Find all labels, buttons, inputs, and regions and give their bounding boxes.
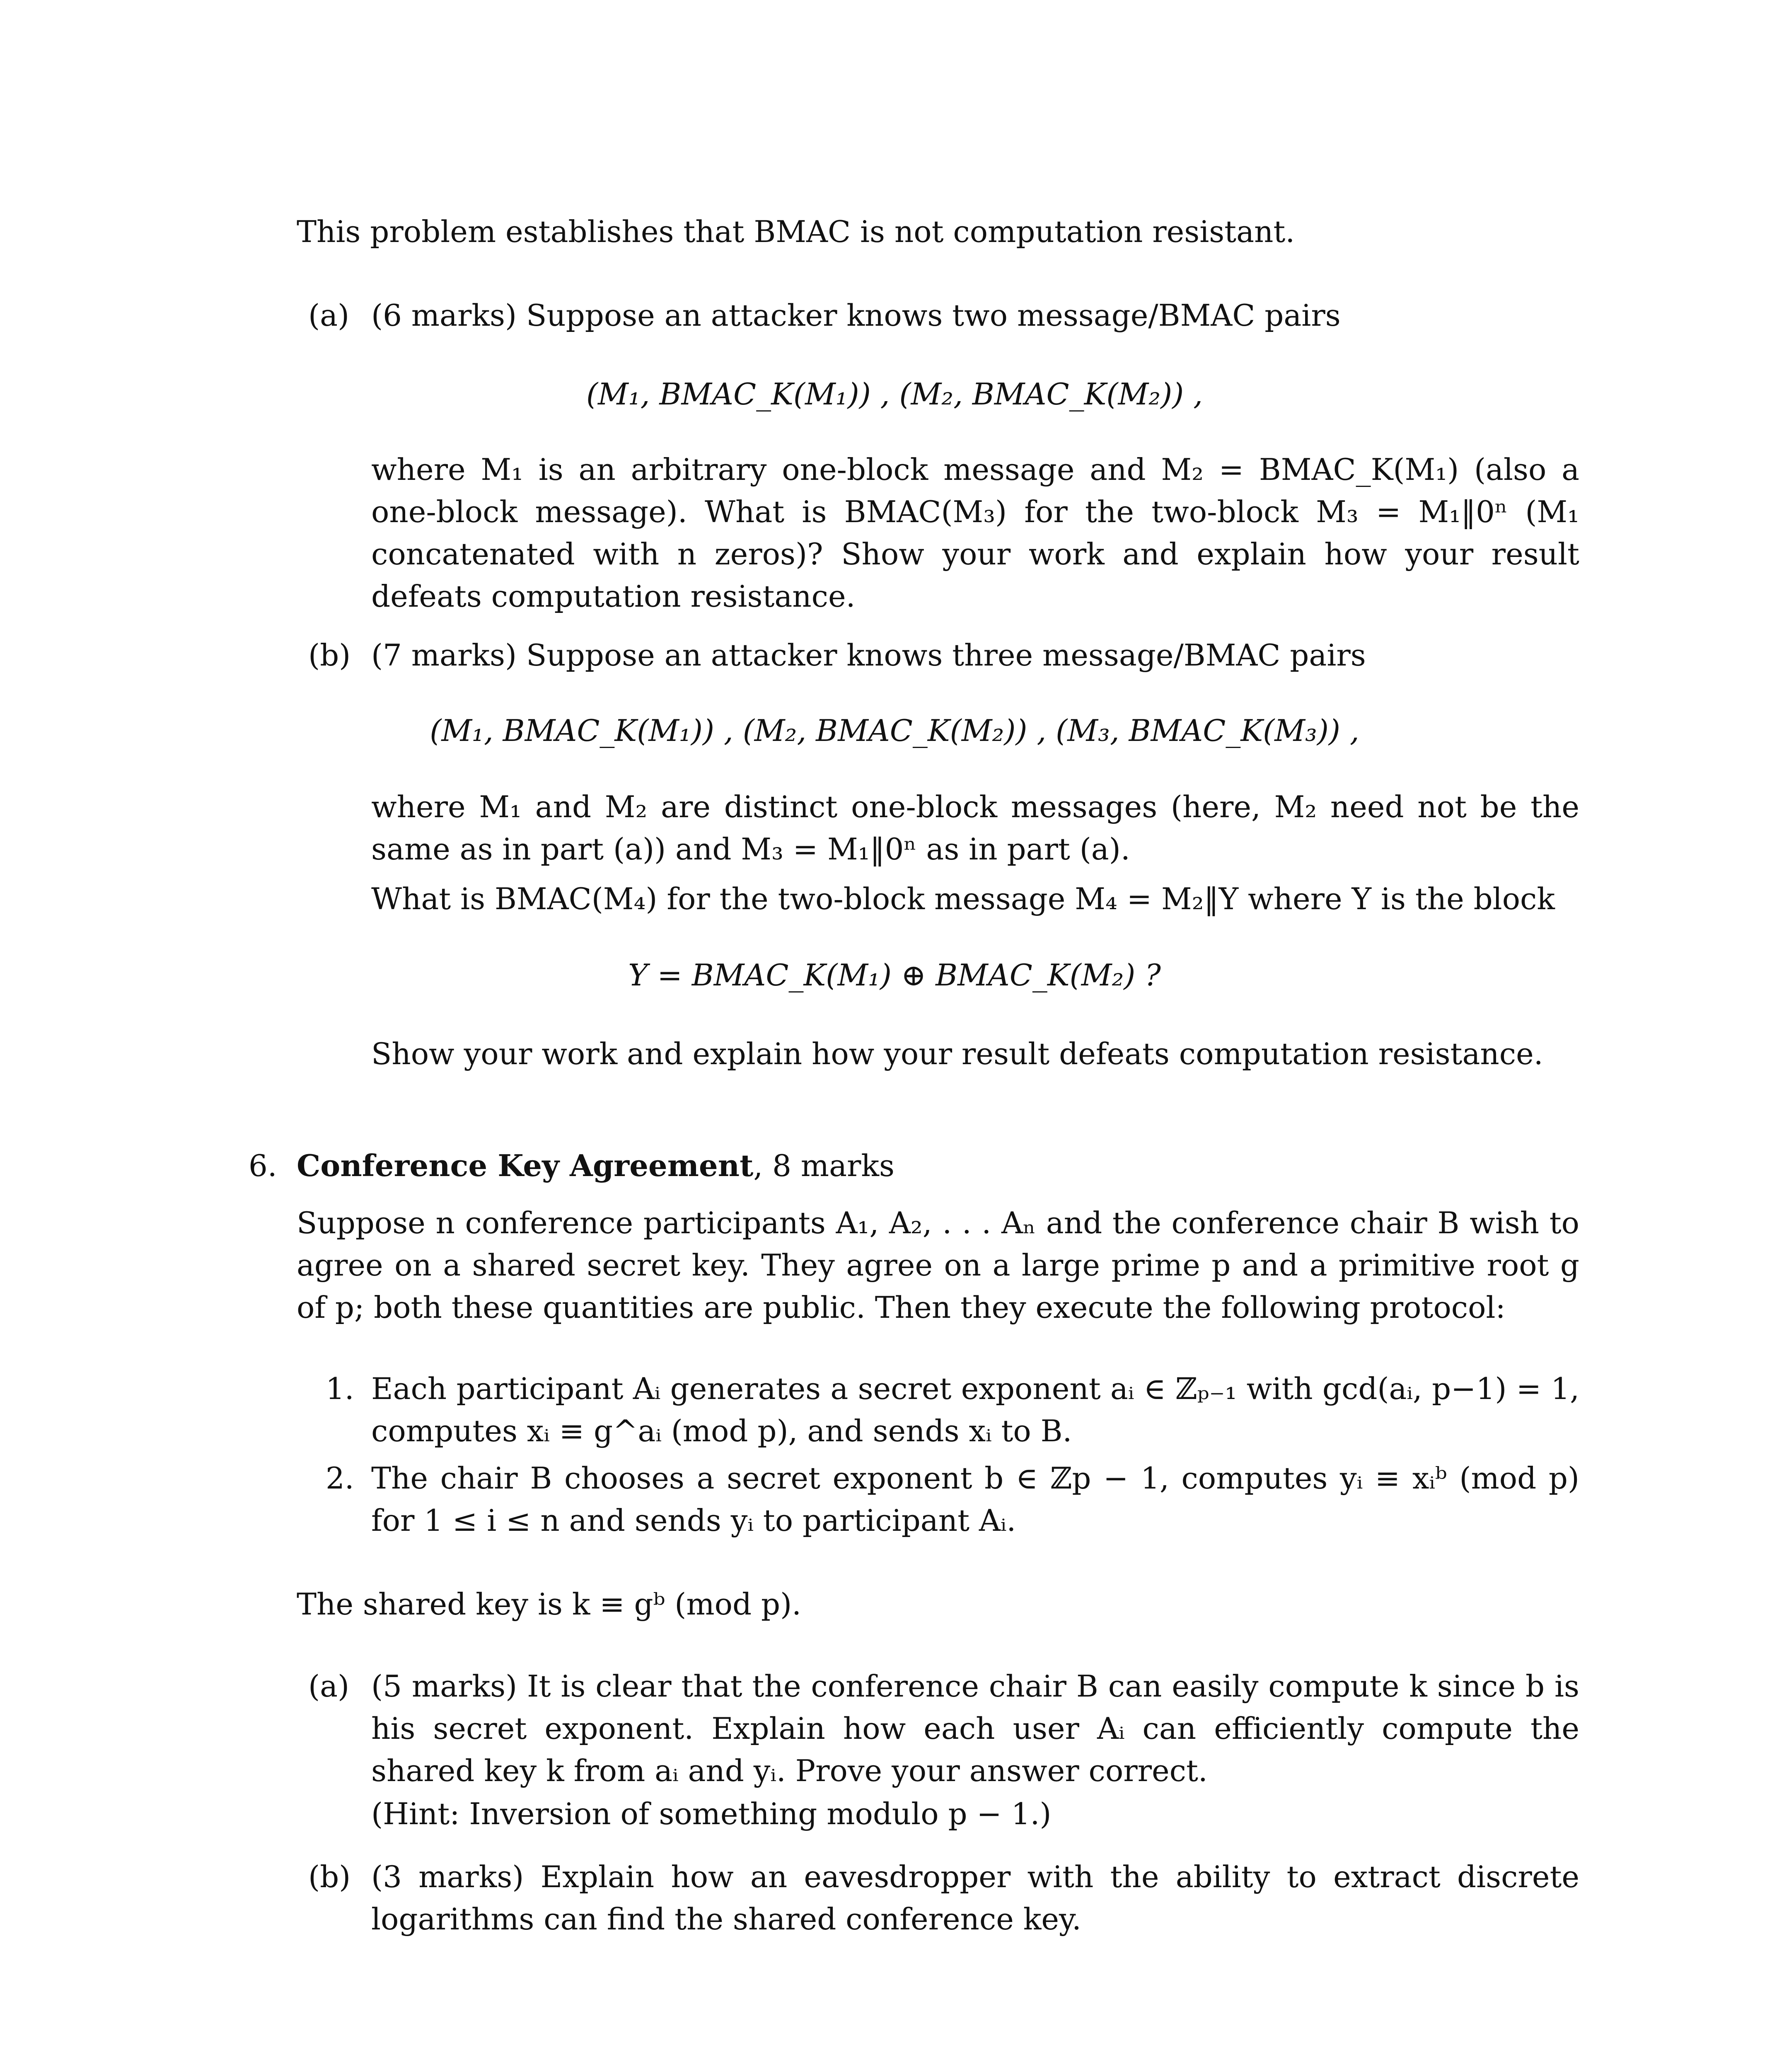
- shared-key-statement: The shared key is k ≡ gᵇ (mod p).: [297, 1587, 802, 1622]
- question-6-number: 6.: [249, 1148, 277, 1183]
- q6-part-a-label: (a): [308, 1669, 350, 1704]
- part-b-label: (b): [308, 638, 351, 673]
- q6-part-b-label: (b): [308, 1859, 351, 1894]
- part-b-display-equation: (M₁, BMAC_K(M₁)) , (M₂, BMAC_K(M₂)) , (M₃, BMAC_K(M₃)) ,: [430, 713, 1359, 748]
- part-b-lead: (7 marks) Suppose an attacker knows three message/BMAC pairs: [371, 638, 1366, 673]
- q6-part-b-text: (3 marks) Explain how an eavesdropper with the ability to extract discrete logarithms can find the shared conference key.: [371, 1859, 1579, 1936]
- intro-text: This problem establishes that BMAC is not computation resistant.: [297, 214, 1295, 249]
- step-1-number: 1.: [326, 1371, 354, 1406]
- question-6-heading: [297, 1145, 894, 1187]
- part-b-display-equation-2: Y = BMAC_K(M₁) ⊕ BMAC_K(M₂) ?: [628, 958, 1161, 992]
- part-a-display-equation: (M₁, BMAC_K(M₁)) , (M₂, BMAC_K(M₂)) ,: [586, 377, 1203, 411]
- part-b-body-3: Show your work and explain how your result defeats computation resistance.: [371, 1036, 1543, 1071]
- question-6-marks: , 8 marks: [753, 1148, 894, 1183]
- step-2-text: The chair B chooses a secret exponent b ∈ ℤp − 1, computes yᵢ ≡ xᵢᵇ (mod p) for 1 ≤ i ≤ n and sends yᵢ to participant Aᵢ.: [371, 1461, 1579, 1538]
- part-b-body-2: What is BMAC(M₄) for the two-block message M₄ = M₂‖Y where Y is the block: [371, 881, 1555, 916]
- part-a-label: (a): [308, 298, 350, 333]
- q6-part-a-hint: (Hint: Inversion of something modulo p − 1.): [371, 1796, 1052, 1831]
- part-b-body-1: where M₁ and M₂ are distinct one-block messages (here, M₂ need not be the same as in part (a)) and M₃ = M₁‖0ⁿ as in part (a).: [371, 789, 1579, 867]
- question-6-title: Conference Key Agreement: [297, 1148, 754, 1183]
- part-a-lead: (6 marks) Suppose an attacker knows two message/BMAC pairs: [371, 298, 1341, 333]
- step-1-text: Each participant Aᵢ generates a secret exponent aᵢ ∈ ℤₚ₋₁ with gcd(aᵢ, p−1) = 1, computes xᵢ ≡ g^aᵢ (mod p), and sends xᵢ to B.: [371, 1371, 1579, 1448]
- step-2-number: 2.: [326, 1461, 354, 1496]
- part-a-body: where M₁ is an arbitrary one-block message and M₂ = BMAC_K(M₁) (also a one-block message). What is BMAC(M₃) for the two-block M₃ = M₁‖0ⁿ (M₁ concatenated with n zeros)? Show your work and explain how your result defeats computation resistance.: [371, 452, 1579, 614]
- q6-part-a-text: (5 marks) It is clear that the conference chair B can easily compute k since b is his secret exponent. Explain how each user Aᵢ can efficiently compute the shared key k from aᵢ and yᵢ. Prove your answer correct.: [371, 1669, 1579, 1788]
- question-6-intro: Suppose n conference participants A₁, A₂, . . . Aₙ and the conference chair B wish to agree on a shared secret key. They agree on a large prime p and a primitive root g of p; both these quantities are public. Then they execute the following protocol:: [297, 1205, 1579, 1325]
